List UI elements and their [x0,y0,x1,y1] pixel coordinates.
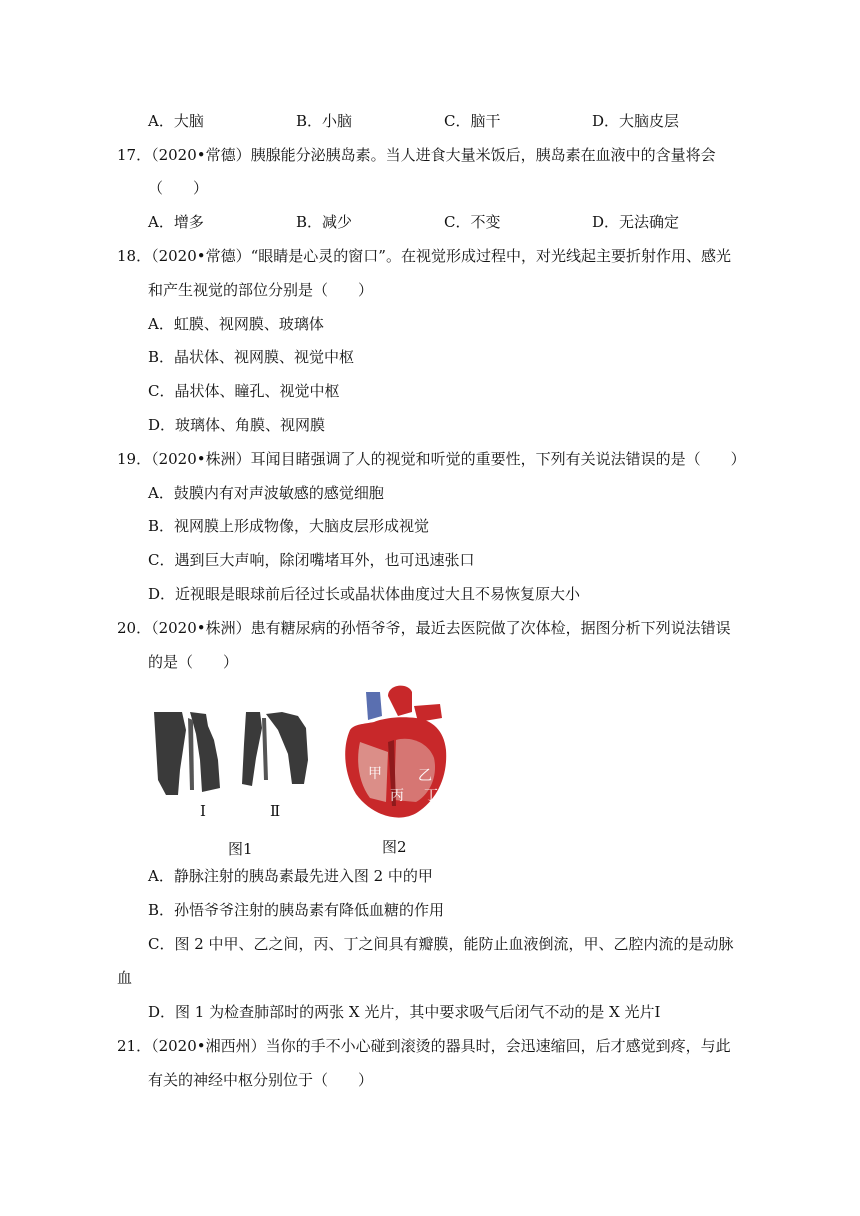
q19-option-a: A．鼓膜内有对声波敏感的感觉细胞 [148,484,384,502]
q17-stem-line1: 17．（2020•常德）胰腺能分泌胰岛素。当人进食大量米饭后，胰岛素在血液中的含量将会 [117,146,716,164]
q17-option-a: A．增多 [148,213,204,231]
q18-stem-line2: 和产生视觉的部位分别是（ ） [148,281,374,299]
q20-option-c-line1: C．图 2 中甲、乙之间，丙、丁之间具有瓣膜，能防止血液倒流，甲、乙腔内流的是动脉 [148,935,734,953]
q21-stem-line1: 21．（2020•湘西州）当你的手不小心碰到滚烫的器具时，会迅速缩回，后才感觉到疼，与此 [117,1037,731,1055]
q18-option-a: A．虹膜、视网膜、玻璃体 [148,315,324,333]
q18-stem-line1: 18．（2020•常德）“眼睛是心灵的窗口”。在视觉形成过程中，对光线起主要折射作用、感光 [117,247,731,265]
q18-option-b: B．晶状体、视网膜、视觉中枢 [148,348,355,366]
heart-label-ding: 丁 [424,788,438,804]
q20-stem-line1: 20．（2020•株洲）患有糖尿病的孙悟爷爷，最近去医院做了次体检，据图分析下列说法错误 [117,619,731,637]
figure-1-xray [148,700,326,830]
q18-option-c: C．晶状体、瞳孔、视觉中枢 [148,382,340,400]
figure-2-heart [336,682,456,824]
q17-option-b: B．减少 [296,213,353,231]
xray-label-i: Ⅰ [200,802,206,820]
xray-label-ii: Ⅱ [270,802,281,820]
q20-stem-line2: 的是（ ） [148,653,239,671]
q19-option-b: B．视网膜上形成物像，大脑皮层形成视觉 [148,517,430,535]
figure-2-caption: 图2 [382,838,407,856]
q16-option-a: A．大脑 [148,112,204,130]
q16-option-c: C．脑干 [444,112,501,130]
q19-option-d: D．近视眼是眼球前后径过长或晶状体曲度过大且不易恢复原大小 [148,585,581,603]
figure-1-caption: 图1 [228,840,253,858]
q16-option-d: D．大脑皮层 [592,112,680,130]
heart-label-bing: 丙 [390,788,404,804]
q18-option-d: D．玻璃体、角膜、视网膜 [148,416,326,434]
xray-lungs-image [148,700,326,830]
q20-option-b: B．孙悟爷爷注射的胰岛素有降低血糖的作用 [148,901,445,919]
q20-option-c-line2: 血 [117,969,133,987]
q16-option-b: B．小脑 [296,112,353,130]
q20-option-a: A．静脉注射的胰岛素最先进入图 2 中的甲 [148,867,433,885]
q19-option-c: C．遇到巨大声响，除闭嘴堵耳外，也可迅速张口 [148,551,475,569]
q17-option-d: D．无法确定 [592,213,680,231]
heart-label-yi: 乙 [418,768,432,784]
q17-stem-line2: （ ） [148,179,209,197]
q19-stem-line1: 19．（2020•株洲）耳闻目睹强调了人的视觉和听觉的重要性，下列有关说法错误的是（ ） [117,450,746,468]
q17-option-c: C．不变 [444,213,501,231]
heart-label-jia: 甲 [368,766,382,782]
q21-stem-line2: 有关的神经中枢分别位于（ ） [148,1071,374,1089]
heart-image [336,682,456,824]
q20-option-d: D．图 1 为检查肺部时的两张 X 光片，其中要求吸气后闭气不动的是 X 光片Ⅰ [148,1003,661,1021]
